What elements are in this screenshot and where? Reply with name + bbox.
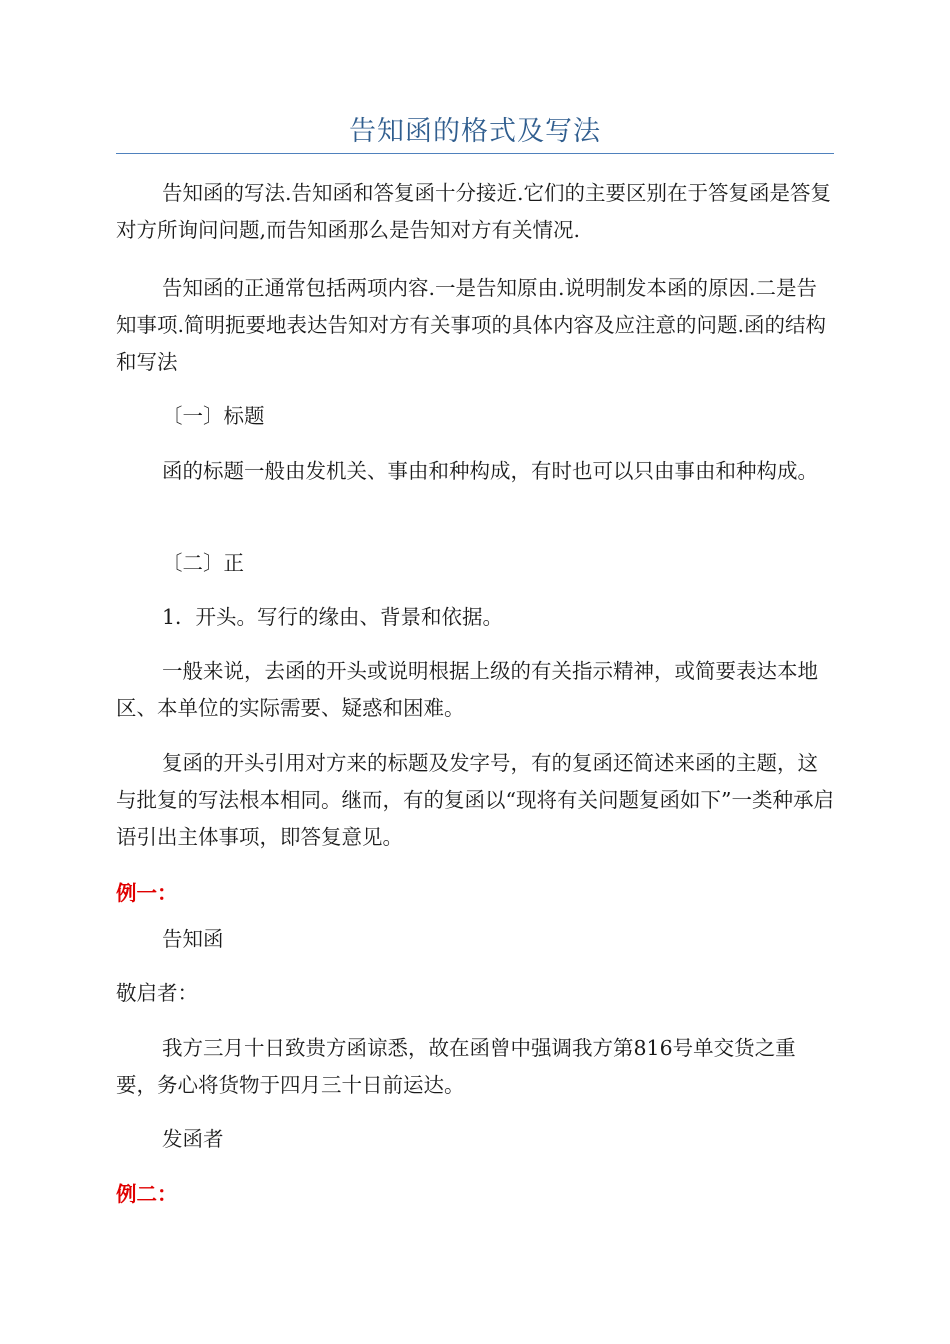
paragraph-title-desc: 函的标题一般由发机关、事由和种构成，有时也可以只由事由和种构成。 <box>162 459 818 483</box>
paragraph-reply-letter: 复函的开头引用对方来的标题及发字号，有的复函还简述来函的主题，这与批复的写法根本相同。继而，有的复函以“现将有关问题复函如下”一类种承启语引出主体事项，即答复意见。 <box>116 751 834 849</box>
document-page <box>116 0 834 1344</box>
paragraph-intro: 告知函的写法.告知函和答复函十分接近.它们的主要区别在于答复函是答复对方所询问问题,而告知函那么是告知对方有关情况. <box>116 181 832 242</box>
title-underline <box>116 153 834 154</box>
section-heading-body: 〔二〕正 <box>162 551 244 575</box>
section-heading-title: 〔一〕标题 <box>162 404 265 428</box>
example-one-salutation: 敬启者： <box>116 981 198 1005</box>
example-one-heading: 例一： <box>116 881 178 905</box>
example-one-body: 我方三月十日致贵方函谅悉，故在函曾中强调我方第816号单交货之重要，务心将货物于四月三十日前运达。 <box>116 1036 796 1097</box>
document-title: 告知函的格式及写法 <box>349 116 601 147</box>
example-one-signature: 发函者 <box>162 1127 224 1151</box>
paragraph-outgoing-letter: 一般来说，去函的开头或说明根据上级的有关指示精神，或简要表达本地区、本单位的实际需要、疑惑和困难。 <box>116 659 818 720</box>
paragraph-body-content: 告知函的正通常包括两项内容.一是告知原由.说明制发本函的原因.二是告知事项.简明扼要地表达告知对方有关事项的具体内容及应注意的问题.函的结构和写法 <box>116 276 827 374</box>
paragraph-opening: 1．开头。写行的缘由、背景和依据。 <box>162 605 504 629</box>
example-two-heading: 例二： <box>116 1182 178 1206</box>
example-one-doc-title: 告知函 <box>162 927 224 951</box>
